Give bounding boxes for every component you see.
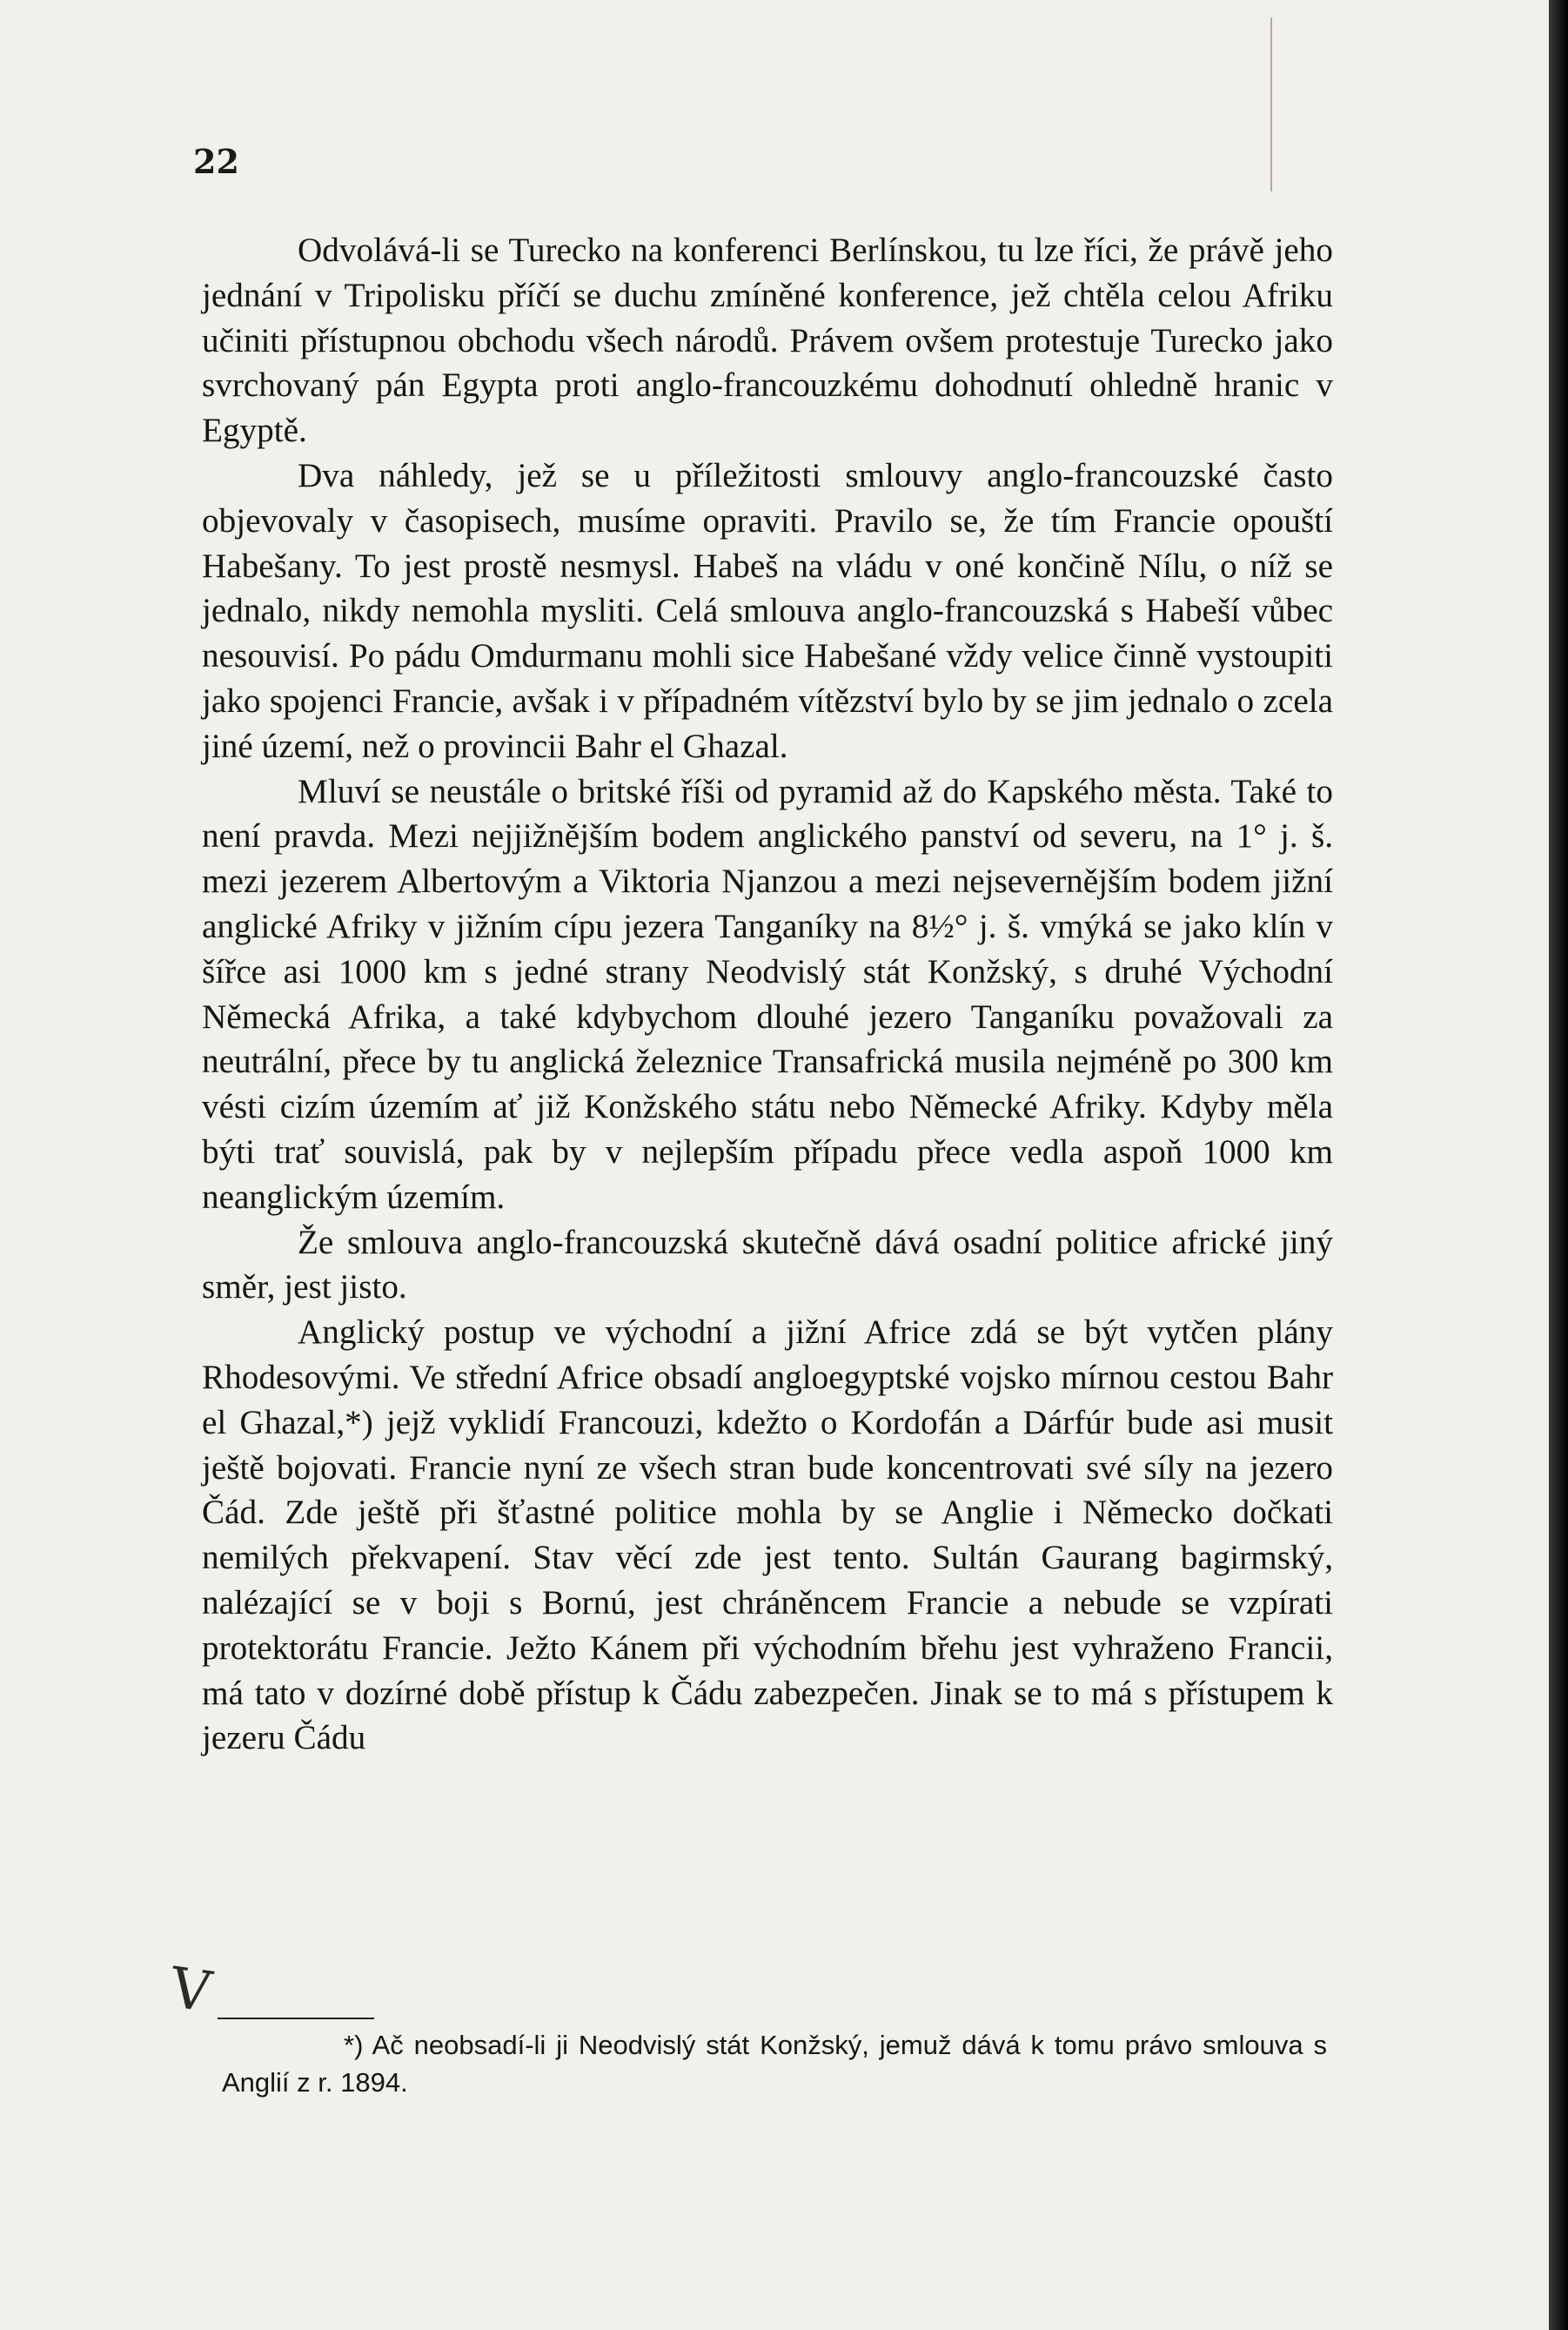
footnote: *) Ač neobsadí-li ji Neodvislý stát Konžský, jemuž dává k tomu právo smlouva s Anglií z r. 1894. — [222, 2030, 1327, 2098]
page-number: 22 — [193, 142, 239, 181]
paragraph-1: Odvolává-li se Turecko na konferenci Berlínskou, tu lze říci, že právě jeho jednání v Tripolisku příčí se duchu zmíněné konference, jež chtěla celou Afriku učiniti přístupnou obchodu všech národů. Právem ovšem protestuje Turecko jako svrchovaný pán Egypta proti anglo-francouzkému dohodnutí ohledně hranic v Egyptě. — [202, 232, 1333, 450]
scan-artifact-line — [1270, 17, 1272, 191]
paragraph-5: Anglický postup ve východní a jižní Africe zdá se být vytčen plány Rhodesovými. Ve střední Africe obsadí angloegyptské vojsko mírnou cestou Bahr el Ghazal,*) jejž vyklidí Francouzi, kdežto o Kordofán a Dárfúr bude asi musit ještě bojovati. Francie nyní ze všech stran bude koncentrovati své síly na jezero Čád. Zde ještě při šťastné politice mohla by se Anglie i Německo dočkati nemilých překvapení. Stav věcí zde jest tento. Sultán Gaurang bagirmský, nalézající se v boji s Bornú, jest chráněncem Francie a nebude se vzpírati protektorátu Francie. Ježto Kánem při východním břehu jest vyhraženo Francii, má tato v dozírné době přístup k Čádu zabezpečen. Jinak se to má s přístupem k jezeru Čádu — [202, 1313, 1333, 1757]
body-text — [202, 228, 1333, 1761]
paragraph-2: Dva náhledy, jež se u příležitosti smlouvy anglo-francouzské často objevovaly v časopisech, musíme opraviti. Pravilo se, že tím Francie opouští Habešany. To jest prostě nesmysl. Habeš na vládu v oné končině Nílu, o níž se jednalo, nikdy nemohla mysliti. Celá smlouva anglo-francouzská s Habeší vůbec nesouvisí. Po pádu Omdurmanu mohli sice Habešané vždy velice činně vystoupiti jako spojenci Francie, avšak i v případném vítězství bylo by se jim jednalo o zcela jiné území, než o provincii Bahr el Ghazal. — [202, 456, 1333, 765]
paragraph-3: Mluví se neustále o britské říši od pyramid až do Kapského města. Také to není pravda. Mezi nejjižnějším bodem anglického panství od severu, na 1° j. š. mezi jezerem Albertovým a Viktoria Njanzou a mezi nejsevernějším bodem jižní anglické Afriky v jižním cípu jezera Tanganíky na 8½° j. š. vmýká se jako klín v šířce asi 1000 km s jedné strany Neodvislý stát Konžský, s druhé Východní Německá Afrika, a také kdybychom dlouhé jezero Tanganíku považovali za neutrální, přece by tu anglická železnice Transafrická musila nejméně po 300 km vésti cizím územím ať již Konžského státu nebo Německé Afriky. Kdyby měla býti trať souvislá, pak by v nejlepším případu přece vedla aspoň 1000 km neanglickým územím. — [202, 772, 1333, 1216]
paragraph-4: Že smlouva anglo-francouzská skutečně dává osadní politice africké jiný směr, jest jisto. — [202, 1223, 1333, 1306]
footnote-divider — [218, 2018, 374, 2019]
handwritten-margin-mark: V — [166, 1956, 216, 2025]
scan-dark-edge — [1549, 0, 1568, 2330]
